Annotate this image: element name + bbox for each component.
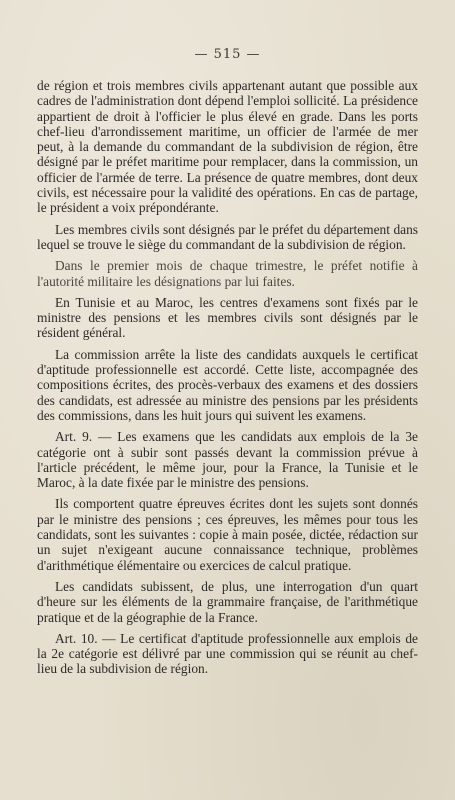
paragraph-tunisia-morocco: En Tunisie et au Maroc, les centres d'examens sont fixés par le ministre des pensions et les membres civils sont désignés par le résident général. — [37, 294, 418, 341]
paragraph-article-10: Art. 10. — Le certificat d'aptitude professionnelle aux emplois de la 2e catégorie est délivré par une commission qui se réunit au chef-lieu de la subdivision de région. — [37, 630, 418, 677]
paragraph-civil-members: Les membres civils sont désignés par le préfet du département dans lequel se trouve le siège du commandant de la subdivision de région. — [37, 221, 418, 252]
paragraph-candidate-list: La commission arrête la liste des candidats auxquels le certificat d'aptitude professionnelle est accordé. Cette liste, accompagnée des compositions écrites, des procès-verbaux des examens et des dossiers des candidats, est adressée au ministre des pensions par les présidents des commissions, dans les huit jours qui suivent les examens. — [37, 346, 418, 423]
body-text — [37, 78, 418, 683]
page-number: — 515 — — [194, 47, 261, 62]
paragraph-quarterly-notification: Dans le premier mois de chaque trimestre, le préfet notifie à l'autorité militaire les désignations par lui faites. — [37, 258, 418, 289]
paragraph-article-9: Art. 9. — Les examens que les candidats aux emplois de la 3e catégorie ont à subir sont passés devant la commission prévue à l'article précédent, le même jour, pour la France, la Tunisie et le Maroc, à la date fixée par le ministre des pensions. — [37, 429, 418, 491]
paragraph-oral-examination: Les candidats subissent, de plus, une interrogation d'un quart d'heure sur les éléments de la grammaire française, de l'arithmétique pratique et de la géographie de la France. — [37, 578, 418, 625]
paragraph-commission-composition: de région et trois membres civils appartenant autant que possible aux cadres de l'administration dont dépend l'emploi sollicité. La présidence appartient de droit à l'officier le plus élevé en grade. Dans les ports chef-lieu d'arrondissement maritime, un officier de l'armée de mer peut, à la demande du commandant de la subdivision de région, être désigné par le préfet maritime pour remplacer, dans la commission, un officier de l'armée de terre. La présence de quatre membres, dont deux civils, est nécessaire pour la validité des opérations. En cas de partage, le président a voix prépondérante. — [37, 78, 418, 216]
paragraph-written-tests: Ils comportent quatre épreuves écrites dont les sujets sont donnés par le ministre des pensions ; ces épreuves, les mêmes pour tous les candidats, sont les suivantes : copie à main posée, dictée, rédaction sur un sujet n'exigeant aucune connaissance technique, problèmes d'arithmétique élémentaire ou exercices de calcul pratique. — [37, 496, 418, 573]
